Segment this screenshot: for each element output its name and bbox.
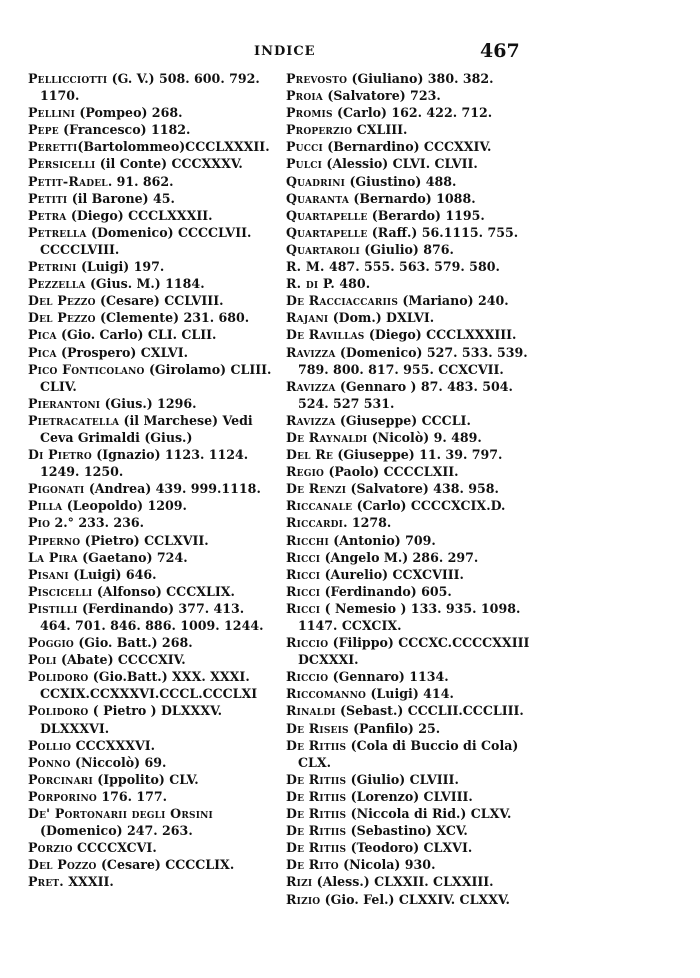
entry-name: De' Portonarii degli Orsini: [28, 806, 213, 822]
entry-references: (Antonio) 709.: [328, 532, 436, 548]
entry-references: (Nicolò) 9. 489.: [367, 429, 482, 445]
entry-references: (Mariano) 240.: [398, 293, 509, 309]
index-entry: [28, 361, 276, 395]
index-entry: [286, 549, 534, 566]
entry-name: Ricci: [286, 600, 321, 616]
index-entry: [28, 754, 276, 771]
entry-references: (Ignazio) 1123. 1124. 1249. 1250.: [40, 447, 249, 480]
entry-name: Poggio: [28, 635, 74, 651]
entry-references: (Luigi) 414.: [366, 686, 454, 702]
index-entry: [286, 685, 534, 702]
entry-references: (Alfonso) CCCXLIX.: [92, 583, 235, 599]
entry-references: (Carlo) CCCCXCIX.D.: [352, 498, 506, 514]
entry-name: R. di P.: [286, 276, 336, 292]
index-entry: [28, 173, 276, 190]
entry-name: Porzio: [28, 840, 73, 856]
index-entry: [28, 566, 276, 583]
entry-name: De Ravillas: [286, 327, 365, 343]
entry-references: (il Conte) CCCXXXV.: [95, 156, 243, 172]
index-entry: [28, 344, 276, 361]
entry-references: ( Nemesio ) 133. 935. 1098. 1147. CCXCIX.: [298, 600, 521, 633]
index-entry: [28, 121, 276, 138]
index-entry: [286, 891, 534, 908]
index-entry: [286, 497, 534, 514]
entry-references: CXLIII.: [352, 122, 408, 138]
entry-references: (Giuseppe) 11. 39. 797.: [333, 447, 503, 463]
index-entry: [28, 207, 276, 224]
index-entry: [286, 856, 534, 873]
index-entry: [286, 737, 534, 771]
entry-references: (Gaetano) 724.: [77, 549, 188, 565]
entry-references: (Girolamo) CLIII. CLIV.: [40, 361, 272, 394]
index-entry: [28, 190, 276, 207]
entry-name: Ravizza: [286, 412, 336, 428]
entry-references: (Andrea) 439. 999.1118.: [84, 481, 261, 497]
entry-name: Quaranta: [286, 190, 350, 206]
index-entry: [28, 155, 276, 172]
index-entry: [286, 87, 534, 104]
entry-references: (il Marchese) Vedi Ceva Grimaldi (Gius.): [40, 412, 253, 445]
running-title: INDICE: [254, 44, 316, 59]
index-entry: [28, 873, 276, 890]
entry-name: De Ritiis: [286, 823, 347, 839]
index-entry: [28, 600, 276, 634]
index-entry: [286, 600, 534, 634]
entry-references: CCCXXXVI.: [71, 737, 156, 753]
entry-references: ( Pietro ) DLXXXV. DLXXXVI.: [40, 703, 223, 736]
index-entry: [286, 104, 534, 121]
entry-references: (Teodoro) CLXVI.: [346, 840, 473, 856]
entry-references: (Giulio) 876.: [359, 241, 454, 257]
index-entry: [286, 566, 534, 583]
entry-references: (Nicola) 930.: [338, 857, 436, 873]
entry-name: Pica: [28, 327, 57, 343]
entry-references: (Ferdinando) 605.: [320, 583, 452, 599]
entry-name: De Rito: [286, 857, 339, 873]
entry-references: (Pietro) CCLXVII.: [80, 532, 209, 548]
entry-name: Porporino: [28, 788, 97, 804]
index-entry: [28, 737, 276, 754]
entry-name: R. M.: [286, 259, 325, 275]
entry-name: Polidoro: [28, 669, 89, 685]
index-entry: [286, 138, 534, 155]
index-entry: [286, 70, 534, 87]
index-entry: [286, 720, 534, 737]
entry-references: (Sebast.) CCCLII.CCCLIII.: [335, 703, 524, 719]
entry-name: De Riseis: [286, 720, 349, 736]
index-column-right: [286, 70, 534, 908]
entry-references: (Giuliano) 380. 382.: [347, 71, 494, 86]
entry-references: (Clemente) 231. 680.: [95, 310, 250, 326]
entry-references: (Luigi) 646.: [68, 566, 157, 582]
entry-name: Pigonati: [28, 481, 85, 497]
index-entry: [286, 839, 534, 856]
index-entry: [286, 224, 534, 241]
entry-references: (Bernardo) 1088.: [349, 190, 476, 206]
index-entry: [28, 309, 276, 326]
entry-references: (Leopoldo) 1209.: [62, 498, 187, 514]
entry-name: Del Pozzo: [28, 857, 97, 873]
entry-name: De Ritiis: [286, 771, 347, 787]
entry-references: (Giuseppe) CCCLI.: [335, 412, 471, 428]
index-entry: [28, 583, 276, 600]
entry-name: Riccardi: [286, 515, 344, 531]
entry-name: Ponno: [28, 754, 71, 770]
entry-name: Riccio: [286, 669, 329, 685]
index-entry: [286, 275, 534, 292]
index-entry: [28, 275, 276, 292]
entry-name: De Ritiis: [286, 840, 347, 856]
entry-references: (Domenico) 527. 533. 539. 789. 800. 817. 955. CCXCVII.: [298, 344, 528, 377]
entry-name: Pellicciotti: [28, 71, 108, 86]
index-entry: [28, 634, 276, 651]
entry-name: Petit-Radel: [28, 173, 108, 189]
entry-references: (Gius. M.) 1184.: [85, 276, 205, 292]
entry-references: (Gius.) 1296.: [100, 395, 197, 411]
index-entry: [28, 549, 276, 566]
entry-name: Pietracatella: [28, 412, 120, 428]
entry-references: (Francesco) 1182.: [58, 122, 191, 138]
entry-references: (Cesare) CCLVIII.: [95, 293, 224, 309]
index-entry: [28, 104, 276, 121]
entry-references: . 91. 862.: [107, 173, 174, 189]
entry-name: Ravizza: [286, 378, 336, 394]
index-entry: [286, 155, 534, 172]
entry-name: Ricchi: [286, 532, 329, 548]
entry-name: Promis: [286, 105, 333, 121]
entry-name: Properzio: [286, 122, 353, 138]
entry-references: (Gio.Batt.) XXX. XXXI. CCXIX.CCXXXVI.CCCL.CCCLXI: [40, 669, 258, 702]
entry-references: (Salvatore) 438. 958.: [346, 481, 499, 497]
index-entry: [286, 822, 534, 839]
entry-name: Rizio: [286, 891, 321, 907]
entry-name: Pilla: [28, 498, 63, 514]
entry-name: Pret.: [28, 874, 64, 890]
index-entry: [28, 532, 276, 549]
entry-references: (Ferdinando) 377. 413. 464. 701. 846. 886. 1009. 1244.: [40, 600, 264, 633]
entry-name: Pico Fonticolano: [28, 361, 145, 377]
index-entry: [28, 651, 276, 668]
entry-name: Pica: [28, 344, 57, 360]
entry-name: Pepe: [28, 122, 59, 138]
entry-references: (Niccolò) 69.: [70, 754, 167, 770]
entry-name: De Racciaccariis: [286, 293, 399, 309]
entry-name: Quartapelle: [286, 207, 368, 223]
index-entry: [28, 224, 276, 258]
entry-name: Petrini: [28, 259, 77, 275]
index-entry: [28, 856, 276, 873]
entry-name: Quartapelle: [286, 224, 368, 240]
entry-name: Riccanale: [286, 498, 353, 514]
entry-references: 176. 177.: [96, 788, 168, 804]
entry-references: (Diego) CCCLXXXII.: [66, 207, 213, 223]
index-entry: [286, 429, 534, 446]
entry-name: Persicelli: [28, 156, 96, 172]
page-number: 467: [480, 40, 520, 62]
entry-name: Petrella: [28, 224, 87, 240]
entry-name: Petiti: [28, 190, 68, 206]
entry-references: 487. 555. 563. 579. 580.: [324, 259, 500, 275]
index-entry: [286, 463, 534, 480]
entry-references: (Filippo) CCCXC.CCCCXXIII DCXXXI.: [298, 635, 530, 668]
entry-references: (Gennaro ) 87. 483. 504. 524. 527 531.: [298, 378, 513, 411]
index-entry: [286, 190, 534, 207]
index-column-left: [28, 70, 276, 891]
entry-name: Di Pietro: [28, 447, 92, 463]
entry-references: (Panfilo) 25.: [348, 720, 441, 736]
index-entry: [286, 873, 534, 890]
index-entry: [286, 583, 534, 600]
entry-name: Quadrini: [286, 173, 346, 189]
entry-references: XXXII.: [63, 874, 114, 890]
entry-name: Ricci: [286, 566, 321, 582]
entry-references: (Gio. Fel.) CLXXIV. CLXXV.: [320, 891, 510, 907]
entry-name: Del Pezzo: [28, 293, 96, 309]
entry-name: Pulci: [286, 156, 323, 172]
entry-references: (Gennaro) 1134.: [328, 669, 449, 685]
entry-references: (il Barone) 45.: [67, 190, 175, 206]
entry-references: (Niccola di Rid.) CLXV.: [346, 806, 512, 822]
entry-name: Rinaldi: [286, 703, 336, 719]
index-entry: [286, 378, 534, 412]
entry-references: (Angelo M.) 286. 297.: [320, 549, 479, 565]
index-entry: [28, 480, 276, 497]
entry-references: (Aurelio) CCXCVIII.: [320, 566, 464, 582]
entry-references: (Prospero) CXLVI.: [56, 344, 188, 360]
page-header: [0, 40, 700, 62]
index-entry: [28, 412, 276, 446]
index-entry: [28, 668, 276, 702]
index-entry: [286, 121, 534, 138]
entry-name: Peretti: [28, 139, 78, 155]
entry-name: La Pira: [28, 549, 78, 565]
index-entry: [286, 326, 534, 343]
index-entry: [286, 309, 534, 326]
entry-name: Porcinari: [28, 771, 93, 787]
entry-references: (Berardo) 1195.: [367, 207, 485, 223]
entry-references: (Carlo) 162. 422. 712.: [332, 105, 493, 121]
index-entry: [286, 207, 534, 224]
index-entry: [28, 395, 276, 412]
entry-name: Polidoro: [28, 703, 89, 719]
entry-name: Piscicelli: [28, 583, 93, 599]
entry-references: (Abate) CCCCXIV.: [56, 652, 186, 668]
entry-name: Poli: [28, 652, 57, 668]
index-entry: [28, 788, 276, 805]
entry-references: (Luigi) 197.: [76, 259, 165, 275]
entry-references: (Alessio) CLVI. CLVII.: [322, 156, 478, 172]
entry-references: (Lorenzo) CLVIII.: [346, 788, 473, 804]
entry-name: De Ritiis: [286, 806, 347, 822]
index-entry: [286, 344, 534, 378]
index-entry: [286, 446, 534, 463]
index-entry: [28, 446, 276, 480]
entry-name: De Renzi: [286, 481, 347, 497]
entry-name: Pisani: [28, 566, 69, 582]
index-entry: [28, 292, 276, 309]
entry-name: Pistilli: [28, 600, 78, 616]
entry-name: Ricci: [286, 583, 321, 599]
entry-references: (Cola di Buccio di Cola) CLX.: [298, 737, 519, 770]
entry-references: (Gio. Batt.) 268.: [73, 635, 193, 651]
entry-name: De Ritiis: [286, 788, 347, 804]
entry-name: Prevosto: [286, 71, 348, 86]
entry-name: Ravizza: [286, 344, 336, 360]
index-entry: [28, 497, 276, 514]
entry-name: Quartaroli: [286, 241, 360, 257]
entry-references: (Raff.) 56.1115. 755.: [367, 224, 519, 240]
entry-name: Proia: [286, 88, 323, 104]
entry-references: (Ippolito) CLV.: [92, 771, 199, 787]
entry-name: Pollio: [28, 737, 72, 753]
entry-references: (Domenico) CCCCLVII. CCCCLVIII.: [40, 224, 252, 257]
index-entry: [28, 138, 276, 155]
index-entry: [286, 668, 534, 685]
entry-references: (Cesare) CCCCLIX.: [96, 857, 235, 873]
index-entry: [28, 771, 276, 788]
entry-name: Riccomanno: [286, 686, 367, 702]
entry-references: (Bartolommeo)CCCLXXXII.: [77, 139, 270, 155]
entry-references: (Gio. Carlo) CLI. CLII.: [56, 327, 217, 343]
entry-references: (G. V.) 508. 600. 792. 1170.: [40, 71, 260, 104]
entry-name: De Ritiis: [286, 737, 347, 753]
entry-references: (Paolo) CCCCLXII.: [324, 464, 459, 480]
entry-name: Del Re: [286, 447, 334, 463]
entry-references: CCCCXCVI.: [72, 840, 157, 856]
index-entry: [28, 805, 276, 839]
index-entry: [28, 258, 276, 275]
index-entry: [286, 788, 534, 805]
index-entry: [286, 771, 534, 788]
entry-references: (Bernardino) CCCXXIV.: [322, 139, 492, 155]
entry-name: Petra: [28, 207, 67, 223]
entry-references: (Pompeo) 268.: [75, 105, 183, 121]
entry-references: 480.: [335, 276, 371, 292]
entry-name: Piperno: [28, 532, 81, 548]
entry-references: (Giulio) CLVIII.: [346, 771, 459, 787]
index-entry: [286, 805, 534, 822]
entry-name: Riccio: [286, 635, 329, 651]
entry-name: Pellini: [28, 105, 76, 121]
entry-name: Pucci: [286, 139, 323, 155]
entry-name: Pierantoni: [28, 395, 101, 411]
entry-references: (Sebastino) XCV.: [346, 823, 468, 839]
entry-name: Regio: [286, 464, 325, 480]
entry-references: (Giustino) 488.: [345, 173, 457, 189]
index-entry: [286, 532, 534, 549]
index-entry: [286, 241, 534, 258]
index-entry: [286, 702, 534, 719]
entry-references: (Domenico) 247. 263.: [40, 823, 193, 839]
entry-name: De Raynaldi: [286, 429, 368, 445]
entry-references: 2.° 233. 236.: [50, 515, 145, 531]
entry-name: Del Pezzo: [28, 310, 96, 326]
index-entry: [28, 326, 276, 343]
index-entry: [286, 480, 534, 497]
entry-references: (Salvatore) 723.: [322, 88, 441, 104]
entry-references: . 1278.: [343, 515, 392, 531]
entry-name: Rajani: [286, 310, 329, 326]
index-entry: [28, 702, 276, 736]
index-entry: [286, 634, 534, 668]
index-entry: [286, 292, 534, 309]
entry-references: (Aless.) CLXXII. CLXXIII.: [312, 874, 494, 890]
entry-references: (Diego) CCCLXXXIII.: [364, 327, 517, 343]
entry-name: Rizi: [286, 874, 313, 890]
entry-name: Pezzella: [28, 276, 86, 292]
index-entry: [286, 258, 534, 275]
index-entry: [286, 514, 534, 531]
index-entry: [286, 173, 534, 190]
index-entry: [28, 70, 276, 104]
entry-name: Ricci: [286, 549, 321, 565]
entry-name: Pio: [28, 515, 51, 531]
index-entry: [286, 412, 534, 429]
index-entry: [28, 514, 276, 531]
index-entry: [28, 839, 276, 856]
entry-references: (Dom.) DXLVI.: [328, 310, 435, 326]
